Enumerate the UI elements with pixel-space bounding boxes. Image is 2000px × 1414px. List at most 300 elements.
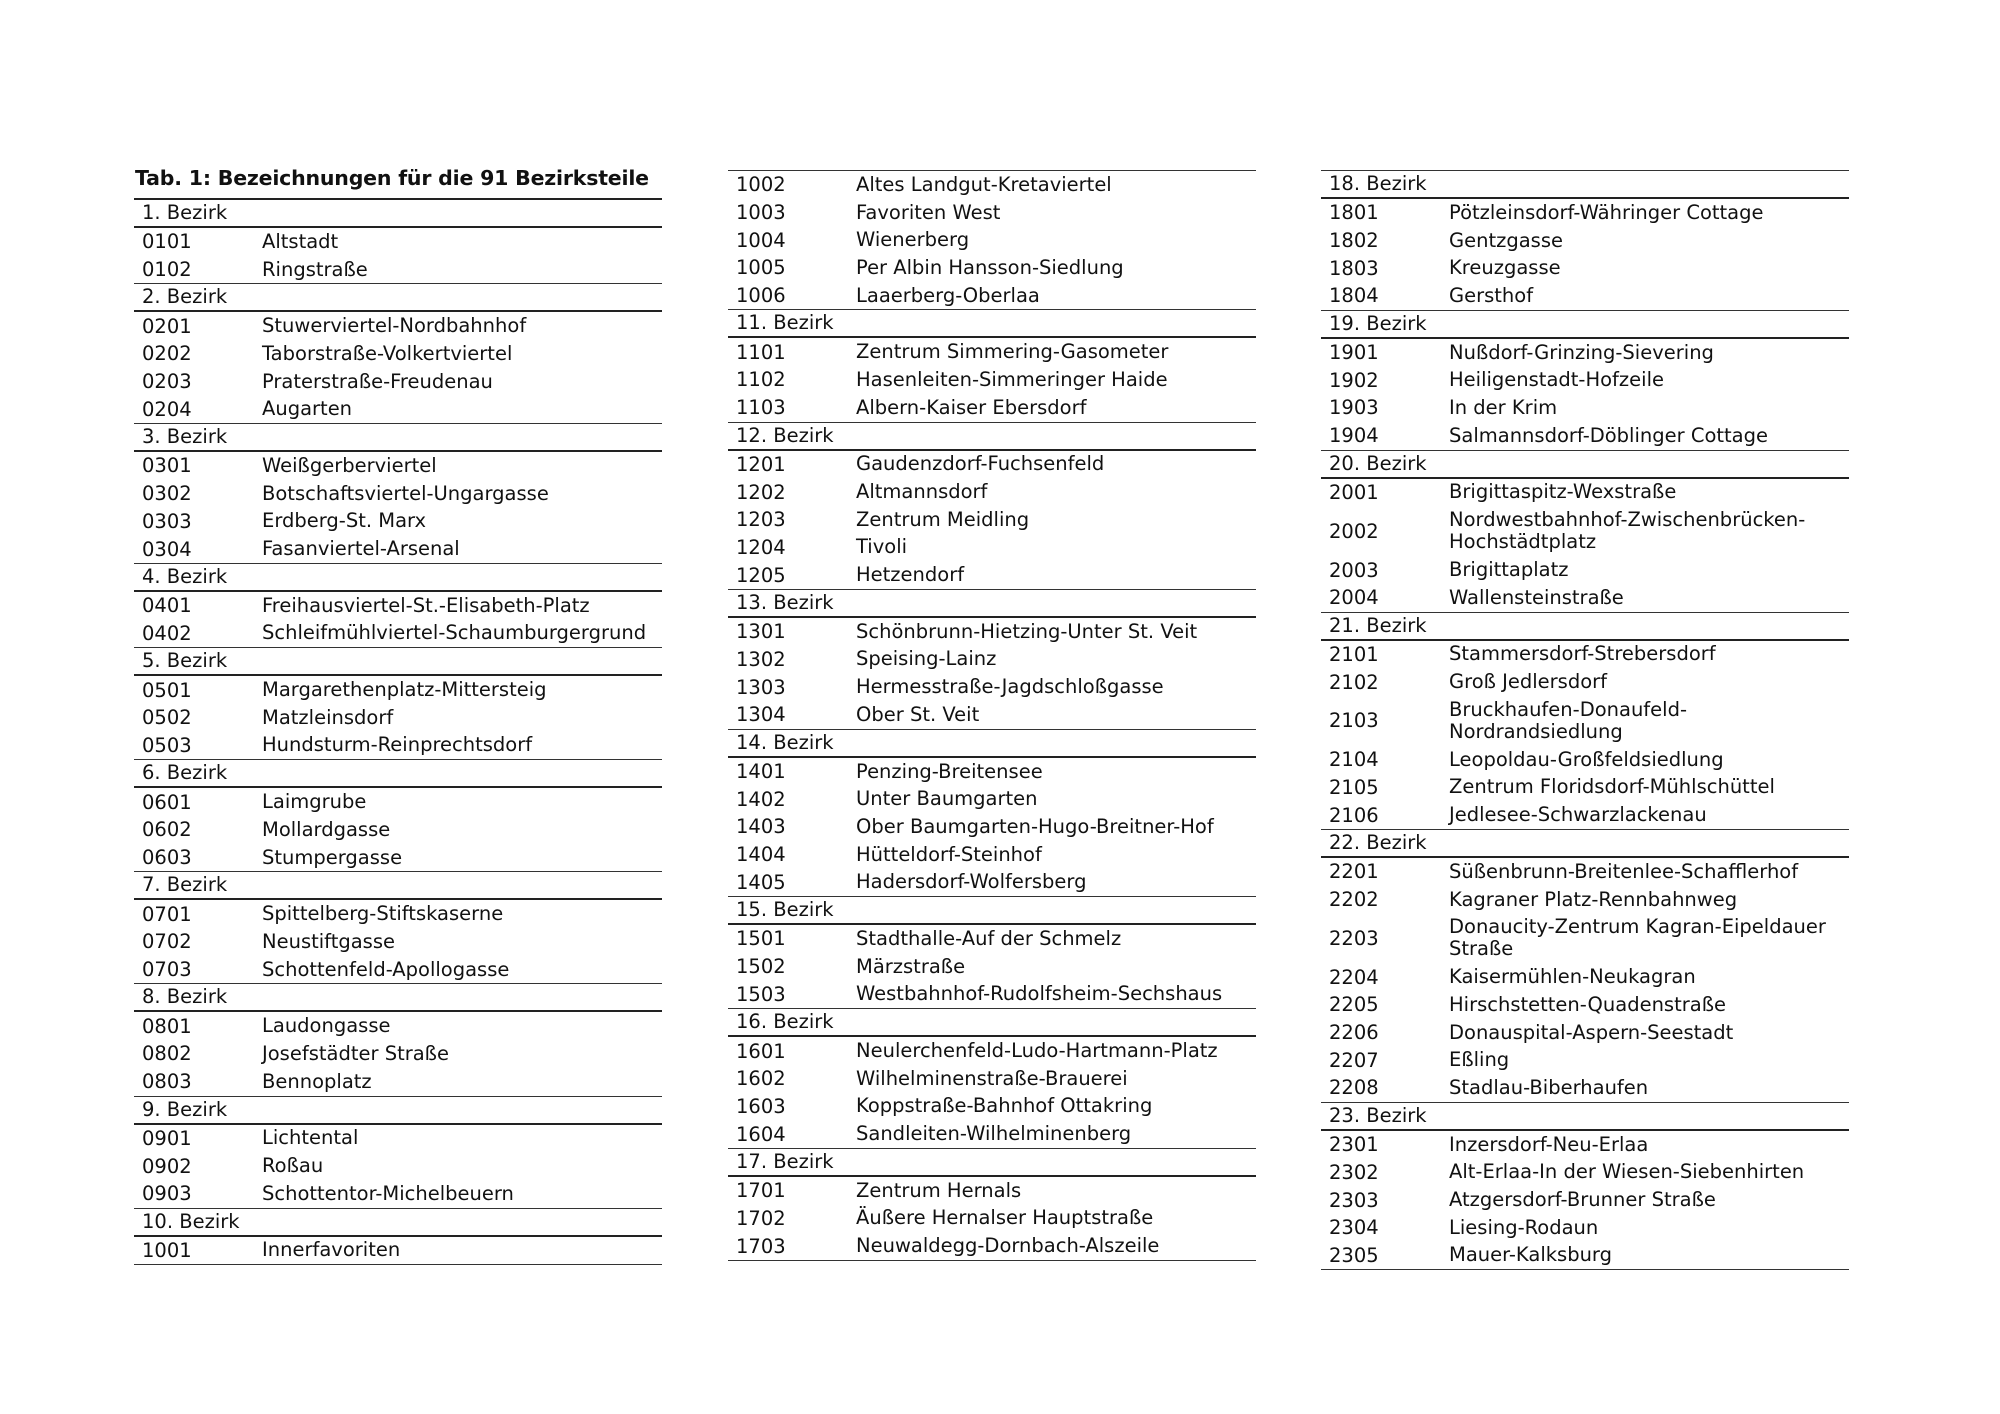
table-row: [134, 340, 662, 368]
district-part-code: 1202: [736, 480, 786, 504]
district-part-name: Donauspital-Aspern-Seestadt: [1449, 1020, 1734, 1044]
table-row: [1321, 1074, 1849, 1102]
table-row: [728, 226, 1256, 254]
table-title: Tab. 1: Bezeichnungen für die 91 Bezirksteile: [135, 166, 649, 190]
district-part-name: Eßling: [1449, 1048, 1510, 1072]
table-row: [134, 620, 662, 648]
district-part-name: Weißgerberviertel: [262, 453, 437, 477]
district-part-code: 2103: [1329, 709, 1379, 733]
district-part-code: 2204: [1329, 965, 1379, 989]
district-group: [728, 1177, 1256, 1261]
district-part-code: 2101: [1329, 642, 1379, 666]
district-part-code: 1702: [736, 1206, 786, 1230]
district-part-name: Hetzendorf: [856, 563, 965, 587]
district-group: [134, 900, 662, 984]
table-row: [1321, 479, 1849, 507]
table-row: [134, 844, 662, 872]
table-row: [728, 981, 1256, 1009]
district-group: [1321, 641, 1849, 830]
district-part-code: 0201: [142, 314, 192, 338]
district-part-code: 1901: [1329, 341, 1379, 365]
table-row: [134, 395, 662, 423]
table-row: [1321, 696, 1849, 746]
district-part-name: Matzleinsdorf: [262, 705, 394, 729]
district-part-code: 0402: [142, 621, 192, 645]
district-part-name: Laaerberg-Oberlaa: [856, 283, 1040, 307]
table-row: [134, 535, 662, 563]
district-part-name: Schönbrunn-Hietzing-Unter St. Veit: [856, 619, 1198, 643]
district-group: [728, 758, 1256, 897]
district-part-name: Brigittaplatz: [1449, 558, 1569, 582]
district-part-name: Altes Landgut-Kretaviertel: [856, 172, 1112, 196]
district-part-name: Salmannsdorf-Döblinger Cottage: [1449, 423, 1768, 447]
table-row: [1321, 913, 1849, 963]
table-row: [728, 1232, 1256, 1260]
district-part-code: 1303: [736, 675, 786, 699]
district-header: 23. Bezirk: [1321, 1103, 1849, 1131]
table-column-1: [134, 198, 662, 1265]
district-part-name: Fasanviertel-Arsenal: [262, 537, 460, 561]
district-part-code: 1301: [736, 620, 786, 644]
district-header: 5. Bezirk: [134, 648, 662, 676]
table-row: [728, 1120, 1256, 1148]
district-part-name: Äußere Hernalser Hauptstraße: [856, 1206, 1154, 1230]
district-header: 12. Bezirk: [728, 423, 1256, 451]
table-row: [728, 1065, 1256, 1093]
district-part-name: Pötzleinsdorf-Währinger Cottage: [1449, 200, 1764, 224]
table-row: [1321, 199, 1849, 227]
district-part-name: Nordwestbahnhof-Zwischenbrücken-Hochstädtplatz: [1449, 508, 1806, 554]
district-part-name: Erdberg-St. Marx: [262, 509, 427, 533]
district-part-code: 2105: [1329, 775, 1379, 799]
district-header: 7. Bezirk: [134, 872, 662, 900]
table-row: [1321, 556, 1849, 584]
district-header: 15. Bezirk: [728, 897, 1256, 925]
district-group: [728, 618, 1256, 730]
district-part-code: 1102: [736, 368, 786, 392]
table-row: [728, 506, 1256, 534]
district-part-name: Unter Baumgarten: [856, 787, 1038, 811]
table-row: [728, 841, 1256, 869]
district-part-code: 1404: [736, 843, 786, 867]
district-group: [134, 1012, 662, 1096]
district-part-code: 0901: [142, 1126, 192, 1150]
table-row: [1321, 227, 1849, 255]
district-header: 8. Bezirk: [134, 984, 662, 1012]
table-row: [134, 1237, 662, 1265]
district-part-name: Augarten: [262, 397, 353, 421]
district-header: 16. Bezirk: [728, 1009, 1256, 1037]
table-row: [728, 394, 1256, 422]
table-row: [1321, 1131, 1849, 1159]
district-part-name: Süßenbrunn-Breitenlee-Schafflerhof: [1449, 859, 1799, 883]
district-part-name: Brigittaspitz-Wexstraße: [1449, 480, 1677, 504]
district-header: 19. Bezirk: [1321, 311, 1849, 339]
district-part-code: 1304: [736, 703, 786, 727]
district-part-name: Lichtental: [262, 1126, 359, 1150]
district-part-name: Hasenleiten-Simmeringer Haide: [856, 367, 1168, 391]
district-part-name: Gaudenzdorf-Fuchsenfeld: [856, 452, 1105, 476]
table-row: [1321, 1019, 1849, 1047]
table-row: [1321, 801, 1849, 829]
district-part-name: Westbahnhof-Rudolfsheim-Sechshaus: [856, 982, 1223, 1006]
table-row: [728, 338, 1256, 366]
district-part-name: Wallensteinstraße: [1449, 585, 1624, 609]
district-part-code: 0303: [142, 509, 192, 533]
table-row: [728, 953, 1256, 981]
district-part-name: Sandleiten-Wilhelminenberg: [856, 1122, 1132, 1146]
district-header: 4. Bezirk: [134, 564, 662, 592]
district-part-code: 2207: [1329, 1048, 1379, 1072]
district-header: 1. Bezirk: [134, 200, 662, 228]
table-row: [1321, 584, 1849, 612]
district-part-name: Wilhelminenstraße-Brauerei: [856, 1066, 1128, 1090]
table-row: [728, 646, 1256, 674]
table-row: [728, 199, 1256, 227]
district-part-code: 0902: [142, 1154, 192, 1178]
district-part-code: 2302: [1329, 1160, 1379, 1184]
district-part-code: 1003: [736, 201, 786, 225]
table-row: [728, 561, 1256, 589]
district-part-name: Jedlesee-Schwarzlackenau: [1449, 803, 1707, 827]
table-row: [134, 788, 662, 816]
district-group: [728, 925, 1256, 1009]
district-part-name: Gentzgasse: [1449, 228, 1563, 252]
district-group: [134, 312, 662, 424]
district-part-code: 0401: [142, 594, 192, 618]
district-part-name: Koppstraße-Bahnhof Ottakring: [856, 1094, 1153, 1118]
district-group: [134, 228, 662, 284]
district-part-code: 2102: [1329, 670, 1379, 694]
district-part-code: 1201: [736, 452, 786, 476]
district-part-code: 0302: [142, 482, 192, 506]
table-row: [728, 451, 1256, 479]
table-row: [728, 282, 1256, 310]
district-part-name: Wienerberg: [856, 228, 970, 252]
district-part-name: Praterstraße-Freudenau: [262, 369, 493, 393]
district-part-code: 0702: [142, 930, 192, 954]
district-part-name: Hermesstraße-Jagdschloßgasse: [856, 675, 1164, 699]
table-row: [134, 228, 662, 256]
district-part-code: 1603: [736, 1094, 786, 1118]
table-row: [134, 480, 662, 508]
district-part-code: 0602: [142, 818, 192, 842]
district-part-name: Altmannsdorf: [856, 480, 988, 504]
district-group: [134, 788, 662, 872]
district-part-name: Zentrum Meidling: [856, 507, 1030, 531]
district-part-name: Zentrum Simmering-Gasometer: [856, 340, 1169, 364]
table-row: [134, 368, 662, 396]
district-part-code: 1004: [736, 228, 786, 252]
table-row: [134, 676, 662, 704]
district-part-code: 2104: [1329, 748, 1379, 772]
district-part-code: 1804: [1329, 284, 1379, 308]
district-group: [134, 592, 662, 648]
table-row: [728, 785, 1256, 813]
table-row: [728, 673, 1256, 701]
table-row: [728, 758, 1256, 786]
district-part-name: Alt-Erlaa-In der Wiesen-Siebenhirten: [1449, 1160, 1805, 1184]
table-row: [134, 1180, 662, 1208]
district-part-name: Freihausviertel-St.-Elisabeth-Platz: [262, 593, 590, 617]
district-part-code: 0603: [142, 846, 192, 870]
district-header: 9. Bezirk: [134, 1097, 662, 1125]
table-row: [728, 1037, 1256, 1065]
district-part-name: Stuwerviertel-Nordbahnhof: [262, 314, 527, 338]
district-part-code: 1001: [142, 1238, 192, 1262]
district-part-name: Laudongasse: [262, 1014, 391, 1038]
district-part-name: Per Albin Hansson-Siedlung: [856, 255, 1124, 279]
table-row: [1321, 394, 1849, 422]
district-group: [134, 676, 662, 760]
district-part-name: Hundsturm-Reinprechtsdorf: [262, 733, 533, 757]
district-part-code: 1602: [736, 1067, 786, 1091]
district-header: 2. Bezirk: [134, 284, 662, 312]
district-group: [134, 1125, 662, 1209]
table-row: [134, 592, 662, 620]
table-row: [134, 256, 662, 284]
table-row: [134, 732, 662, 760]
district-part-name: Speising-Lainz: [856, 647, 997, 671]
district-part-code: 2208: [1329, 1076, 1379, 1100]
district-part-name: In der Krim: [1449, 395, 1558, 419]
district-part-name: Gersthof: [1449, 283, 1534, 307]
district-part-name: Inzersdorf-Neu-Erlaa: [1449, 1132, 1649, 1156]
table-row: [728, 1177, 1256, 1205]
district-group: [728, 451, 1256, 590]
table-row: [1321, 746, 1849, 774]
district-part-code: 1302: [736, 647, 786, 671]
district-part-code: 1203: [736, 508, 786, 532]
table-row: [134, 452, 662, 480]
table-row: [1321, 366, 1849, 394]
district-part-code: 0202: [142, 342, 192, 366]
district-part-name: Zentrum Floridsdorf-Mühlschüttel: [1449, 775, 1775, 799]
table-row: [728, 478, 1256, 506]
district-part-name: Leopoldau-Großfeldsiedlung: [1449, 747, 1724, 771]
district-part-name: Atzgersdorf-Brunner Straße: [1449, 1188, 1716, 1212]
table-row: [728, 1093, 1256, 1121]
district-header: 14. Bezirk: [728, 730, 1256, 758]
district-part-name: Schottentor-Michelbeuern: [262, 1181, 514, 1205]
district-part-name: Laimgrube: [262, 790, 367, 814]
table-row: [1321, 422, 1849, 450]
district-part-name: Stumpergasse: [262, 845, 403, 869]
district-part-code: 1101: [736, 340, 786, 364]
district-part-code: 0501: [142, 678, 192, 702]
district-part-code: 1502: [736, 955, 786, 979]
district-part-code: 2301: [1329, 1133, 1379, 1157]
district-part-code: 1604: [736, 1122, 786, 1146]
district-header: 18. Bezirk: [1321, 171, 1849, 199]
district-part-code: 1801: [1329, 201, 1379, 225]
table-row: [728, 534, 1256, 562]
district-part-name: Ober St. Veit: [856, 702, 980, 726]
district-part-code: 2205: [1329, 993, 1379, 1017]
district-part-name: Spittelberg-Stiftskaserne: [262, 902, 504, 926]
district-part-code: 0802: [142, 1042, 192, 1066]
district-part-name: Mollardgasse: [262, 817, 391, 841]
table-row: [1321, 282, 1849, 310]
district-part-code: 0304: [142, 537, 192, 561]
district-part-name: Altstadt: [262, 229, 339, 253]
district-part-name: Neuwaldegg-Dornbach-Alszeile: [856, 1234, 1160, 1258]
district-part-code: 1501: [736, 927, 786, 951]
district-part-code: 1803: [1329, 256, 1379, 280]
table-row: [134, 900, 662, 928]
district-part-code: 2003: [1329, 558, 1379, 582]
district-group: [1321, 479, 1849, 613]
district-part-name: Schottenfeld-Apollogasse: [262, 957, 510, 981]
table-row: [728, 366, 1256, 394]
district-part-code: 2002: [1329, 519, 1379, 543]
district-part-name: Neustiftgasse: [262, 929, 395, 953]
district-part-name: Zentrum Hernals: [856, 1178, 1022, 1202]
table-row: [1321, 963, 1849, 991]
district-part-name: Stadthalle-Auf der Schmelz: [856, 926, 1122, 950]
district-part-name: Donaucity-Zentrum Kagran-Eipeldauer Straße: [1449, 915, 1826, 961]
district-header: 13. Bezirk: [728, 590, 1256, 618]
district-part-code: 0203: [142, 370, 192, 394]
table-row: [134, 508, 662, 536]
district-part-name: Ringstraße: [262, 257, 368, 281]
district-part-name: Innerfavoriten: [262, 1238, 401, 1262]
district-part-code: 1205: [736, 563, 786, 587]
district-part-name: Penzing-Breitensee: [856, 759, 1043, 783]
district-part-name: Märzstraße: [856, 954, 966, 978]
district-part-name: Hirschstetten-Quadenstraße: [1449, 992, 1726, 1016]
district-group: [134, 452, 662, 564]
district-header: 22. Bezirk: [1321, 830, 1849, 858]
district-part-code: 0803: [142, 1070, 192, 1094]
district-part-name: Neulerchenfeld-Ludo-Hartmann-Platz: [856, 1039, 1218, 1063]
table-row: [728, 1205, 1256, 1233]
district-part-code: 1405: [736, 870, 786, 894]
district-group: [728, 171, 1256, 310]
district-group: [1321, 339, 1849, 451]
table-row: [1321, 886, 1849, 914]
table-row: [134, 1040, 662, 1068]
table-row: [728, 868, 1256, 896]
table-row: [728, 813, 1256, 841]
district-part-name: Mauer-Kalksburg: [1449, 1243, 1612, 1267]
district-part-code: 1403: [736, 815, 786, 839]
district-part-code: 1904: [1329, 424, 1379, 448]
district-part-code: 2303: [1329, 1188, 1379, 1212]
district-header: 3. Bezirk: [134, 424, 662, 452]
district-part-code: 1002: [736, 173, 786, 197]
district-header: 20. Bezirk: [1321, 451, 1849, 479]
district-part-name: Stadlau-Biberhaufen: [1449, 1075, 1649, 1099]
district-part-code: 1703: [736, 1234, 786, 1258]
district-group: [134, 1237, 662, 1266]
district-part-name: Taborstraße-Volkertviertel: [262, 341, 513, 365]
table-row: [1321, 991, 1849, 1019]
district-header: 11. Bezirk: [728, 310, 1256, 338]
table-row: [134, 928, 662, 956]
district-header: 10. Bezirk: [134, 1209, 662, 1237]
district-part-code: 2203: [1329, 926, 1379, 950]
district-group: [728, 338, 1256, 422]
district-part-name: Hadersdorf-Wolfersberg: [856, 870, 1087, 894]
district-part-code: 1401: [736, 760, 786, 784]
district-group: [1321, 858, 1849, 1103]
district-part-code: 0701: [142, 902, 192, 926]
district-part-code: 0204: [142, 397, 192, 421]
district-part-code: 0502: [142, 706, 192, 730]
district-part-code: 2201: [1329, 860, 1379, 884]
table-row: [728, 925, 1256, 953]
district-header: 17. Bezirk: [728, 1149, 1256, 1177]
table-row: [134, 1125, 662, 1153]
table-row: [1321, 774, 1849, 802]
district-part-code: 1103: [736, 396, 786, 420]
district-part-code: 1204: [736, 535, 786, 559]
district-part-code: 1701: [736, 1179, 786, 1203]
district-part-name: Bruckhaufen-Donaufeld-Nordrandsiedlung: [1449, 697, 1687, 743]
district-part-name: Nußdorf-Grinzing-Sievering: [1449, 340, 1714, 364]
table-row: [1321, 1186, 1849, 1214]
district-group: [1321, 1131, 1849, 1270]
table-row: [1321, 641, 1849, 669]
district-part-name: Hütteldorf-Steinhof: [856, 842, 1042, 866]
district-part-code: 1902: [1329, 368, 1379, 392]
district-part-name: Josefstädter Straße: [262, 1041, 449, 1065]
district-part-name: Botschaftsviertel-Ungargasse: [262, 481, 549, 505]
district-part-code: 1903: [1329, 396, 1379, 420]
table-column-2: [728, 170, 1256, 1261]
district-part-name: Kaisermühlen-Neukagran: [1449, 965, 1696, 989]
district-part-code: 0102: [142, 258, 192, 282]
district-part-code: 1006: [736, 284, 786, 308]
district-part-code: 0903: [142, 1182, 192, 1206]
district-part-code: 2304: [1329, 1216, 1379, 1240]
table-row: [134, 704, 662, 732]
table-row: [1321, 339, 1849, 367]
district-part-name: Roßau: [262, 1154, 324, 1178]
district-group: [728, 1037, 1256, 1149]
district-part-code: 1402: [736, 787, 786, 811]
district-part-code: 0601: [142, 790, 192, 814]
table-row: [134, 312, 662, 340]
district-part-code: 0503: [142, 733, 192, 757]
table-row: [728, 171, 1256, 199]
table-row: [1321, 668, 1849, 696]
table-row: [1321, 1242, 1849, 1270]
district-part-code: 2305: [1329, 1243, 1379, 1267]
district-part-name: Schleifmühlviertel-Schaumburgergrund: [262, 621, 647, 645]
table-row: [728, 254, 1256, 282]
district-part-code: 2001: [1329, 480, 1379, 504]
district-part-code: 1005: [736, 256, 786, 280]
district-part-name: Tivoli: [856, 535, 908, 559]
district-header: 6. Bezirk: [134, 760, 662, 788]
table-row: [1321, 1159, 1849, 1187]
district-group: [1321, 199, 1849, 311]
table-row: [134, 1012, 662, 1040]
district-part-code: 0301: [142, 454, 192, 478]
table-row: [728, 618, 1256, 646]
table-row: [1321, 254, 1849, 282]
table-column-3: [1321, 170, 1849, 1270]
district-part-name: Liesing-Rodaun: [1449, 1215, 1599, 1239]
district-part-code: 2202: [1329, 888, 1379, 912]
district-part-name: Favoriten West: [856, 200, 1001, 224]
table-row: [134, 816, 662, 844]
district-part-name: Margarethenplatz-Mittersteig: [262, 678, 547, 702]
district-part-name: Ober Baumgarten-Hugo-Breitner-Hof: [856, 814, 1214, 838]
district-part-code: 0703: [142, 958, 192, 982]
